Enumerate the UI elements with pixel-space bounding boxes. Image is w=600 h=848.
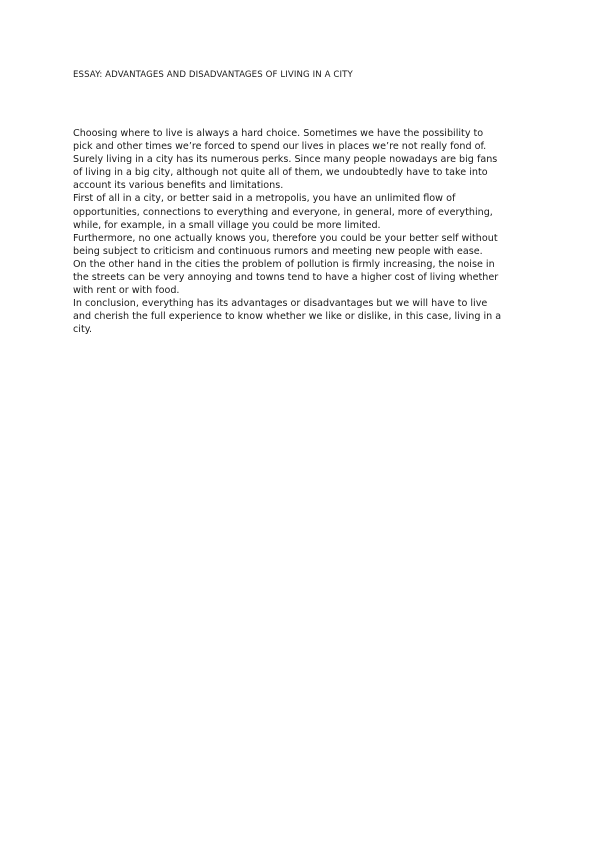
essay-line: with rent or with food. — [73, 285, 180, 297]
essay-line: In conclusion, everything has its advantages or disadvantages but we will have to live — [73, 298, 488, 310]
essay-line: Furthermore, no one actually knows you, therefore you could be your better self without — [73, 232, 498, 244]
essay-line: pick and other times we’re forced to spend our lives in places we’re not really fond of. — [73, 141, 487, 153]
essay-line: while, for example, in a small village you could be more limited. — [73, 219, 381, 231]
essay-body — [73, 127, 543, 337]
essay-line: of living in a big city, although not quite all of them, we undoubtedly have to take into — [73, 167, 488, 179]
essay-line: opportunities, connections to everything and everyone, in general, more of everything, — [73, 206, 493, 218]
essay-line: Surely living in a city has its numerous perks. Since many people nowadays are big fans — [73, 154, 498, 166]
essay-line: city. — [73, 324, 93, 336]
essay-line: account its various benefits and limitations. — [73, 180, 284, 192]
essay-line: Choosing where to live is always a hard choice. Sometimes we have the possibility to — [73, 128, 484, 139]
essay-line: the streets can be very annoying and towns tend to have a higher cost of living whether — [73, 272, 499, 284]
essay-line: being subject to criticism and continuous rumors and meeting new people with ease. — [73, 245, 483, 257]
essay-line: First of all in a city, or better said in a metropolis, you have an unlimited flow of — [73, 193, 456, 205]
essay-line: and cherish the full experience to know whether we like or dislike, in this case, living in a — [73, 311, 502, 323]
essay-line: On the other hand in the cities the problem of pollution is firmly increasing, the noise in — [73, 258, 495, 270]
essay-title: ESSAY: ADVANTAGES AND DISADVANTAGES OF LIVING IN A CITY — [73, 70, 353, 80]
